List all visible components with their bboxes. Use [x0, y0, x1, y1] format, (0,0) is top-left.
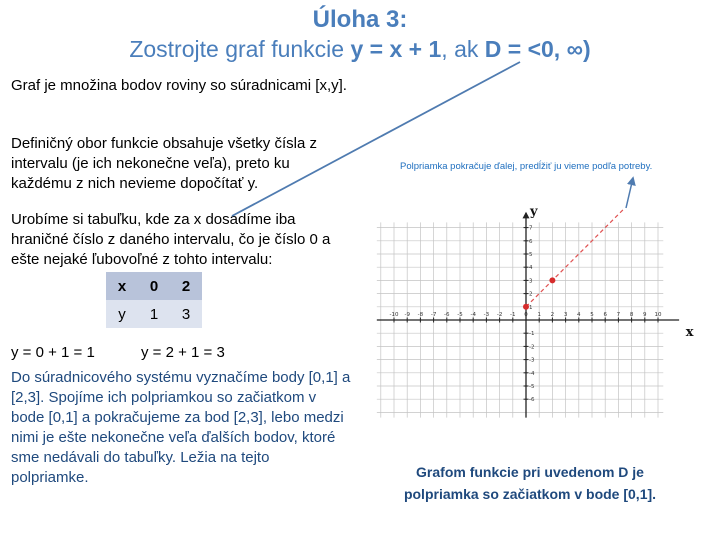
y-tick-label: -5 [529, 384, 535, 390]
paragraph-graph-definition: Graf je množina bodov roviny so súradnicami [x,y]. [11, 77, 347, 94]
x-tick-label: 4 [577, 312, 581, 318]
task-function: y = x + 1 [350, 36, 442, 62]
y-tick-label: 2 [529, 291, 533, 298]
x-tick-label: 7 [616, 312, 621, 318]
y-tick-label: 1 [529, 304, 533, 311]
table-cell: x [106, 272, 138, 300]
x-tick-label: -4 [470, 312, 476, 318]
slide-title: Úloha 3: [312, 6, 408, 33]
y-tick-label: -4 [529, 370, 535, 377]
y-tick-label: 7 [529, 225, 533, 232]
y-tick-label: -6 [529, 397, 535, 404]
x-tick-label: 2 [550, 312, 555, 318]
table-cell: 1 [138, 300, 170, 328]
x-tick-label: -8 [417, 312, 424, 318]
table-cell: 3 [170, 300, 202, 328]
x-tick-label: -2 [496, 312, 503, 318]
y-tick-label: 4 [529, 265, 533, 272]
y-tick-label: -1 [529, 331, 535, 338]
y-tick-label: -2 [529, 344, 535, 351]
x-tick-label: 0 [524, 312, 528, 318]
y-tick-label: 6 [529, 238, 533, 245]
task-comma: , ak [441, 36, 485, 62]
result-statement: Grafom funkcie pri uvedenom D je polpriamka so začiatkom v bode [0,1]. [403, 464, 657, 502]
x-tick-label: 5 [590, 312, 594, 318]
x-tick-label: -6 [444, 312, 450, 318]
y-axis-label: y [530, 204, 538, 220]
pointer-line-domain [232, 62, 520, 216]
paragraph-domain: Definičný obor funkcie obsahuje všetky čísla z intervalu (je ich nekonečne veľa), preto ku každému z nich nevieme dopočítať y. [11, 135, 317, 192]
x-tick-label: -7 [430, 312, 437, 318]
task-domain: D = <0, ∞) [484, 36, 591, 62]
x-tick-label: -1 [510, 312, 516, 318]
y-tick-label: 3 [529, 278, 533, 285]
equation-1: y = 0 + 1 = 1 [11, 344, 95, 361]
paragraph-table-intro: Urobíme si tabuľku, kde za x dosadíme iba hraničné číslo z daného intervalu, čo je číslo 0 a ešte nejaké ľubovoľné z tohto intervalu: [11, 211, 331, 268]
x-tick-label: -5 [457, 312, 463, 318]
x-tick-label: 8 [629, 312, 634, 318]
equation-2: y = 2 + 1 = 3 [141, 344, 225, 361]
table-cell: 2 [170, 272, 202, 300]
table-cell: y [106, 300, 138, 328]
x-tick-label: -10 [389, 312, 399, 318]
paragraph-construction: Do súradnicového systému vyznačíme body [0,1] a [2,3]. Spojíme ich polpriamkou so začiatkom v bode [0,1] a pokračujeme za bod [2,3], lebo medzi nimi je ešte nekonečne veľa ďalších bodov, ktoré sme nedávali do tabuľky. Ležia na tejto polpriamke. [11, 369, 351, 486]
x-tick-label: -3 [483, 312, 490, 318]
y-tick-label: -3 [529, 357, 535, 364]
ray-note: Polpriamka pokračuje ďalej, predĺžiť ju vieme podľa potreby. [400, 161, 653, 172]
x-tick-label: 10 [654, 312, 662, 318]
table-cell: 0 [138, 272, 170, 300]
x-tick-label: 1 [537, 312, 541, 318]
x-tick-label: 3 [563, 312, 568, 318]
x-axis-label: x [685, 325, 694, 340]
y-tick-label: 5 [529, 252, 533, 258]
x-tick-label: -9 [404, 312, 410, 318]
pointer-line-note [626, 178, 633, 208]
x-tick-label: 6 [603, 312, 607, 318]
task-prefix: Zostrojte graf funkcie [129, 36, 351, 62]
x-tick-label: 9 [643, 312, 647, 318]
